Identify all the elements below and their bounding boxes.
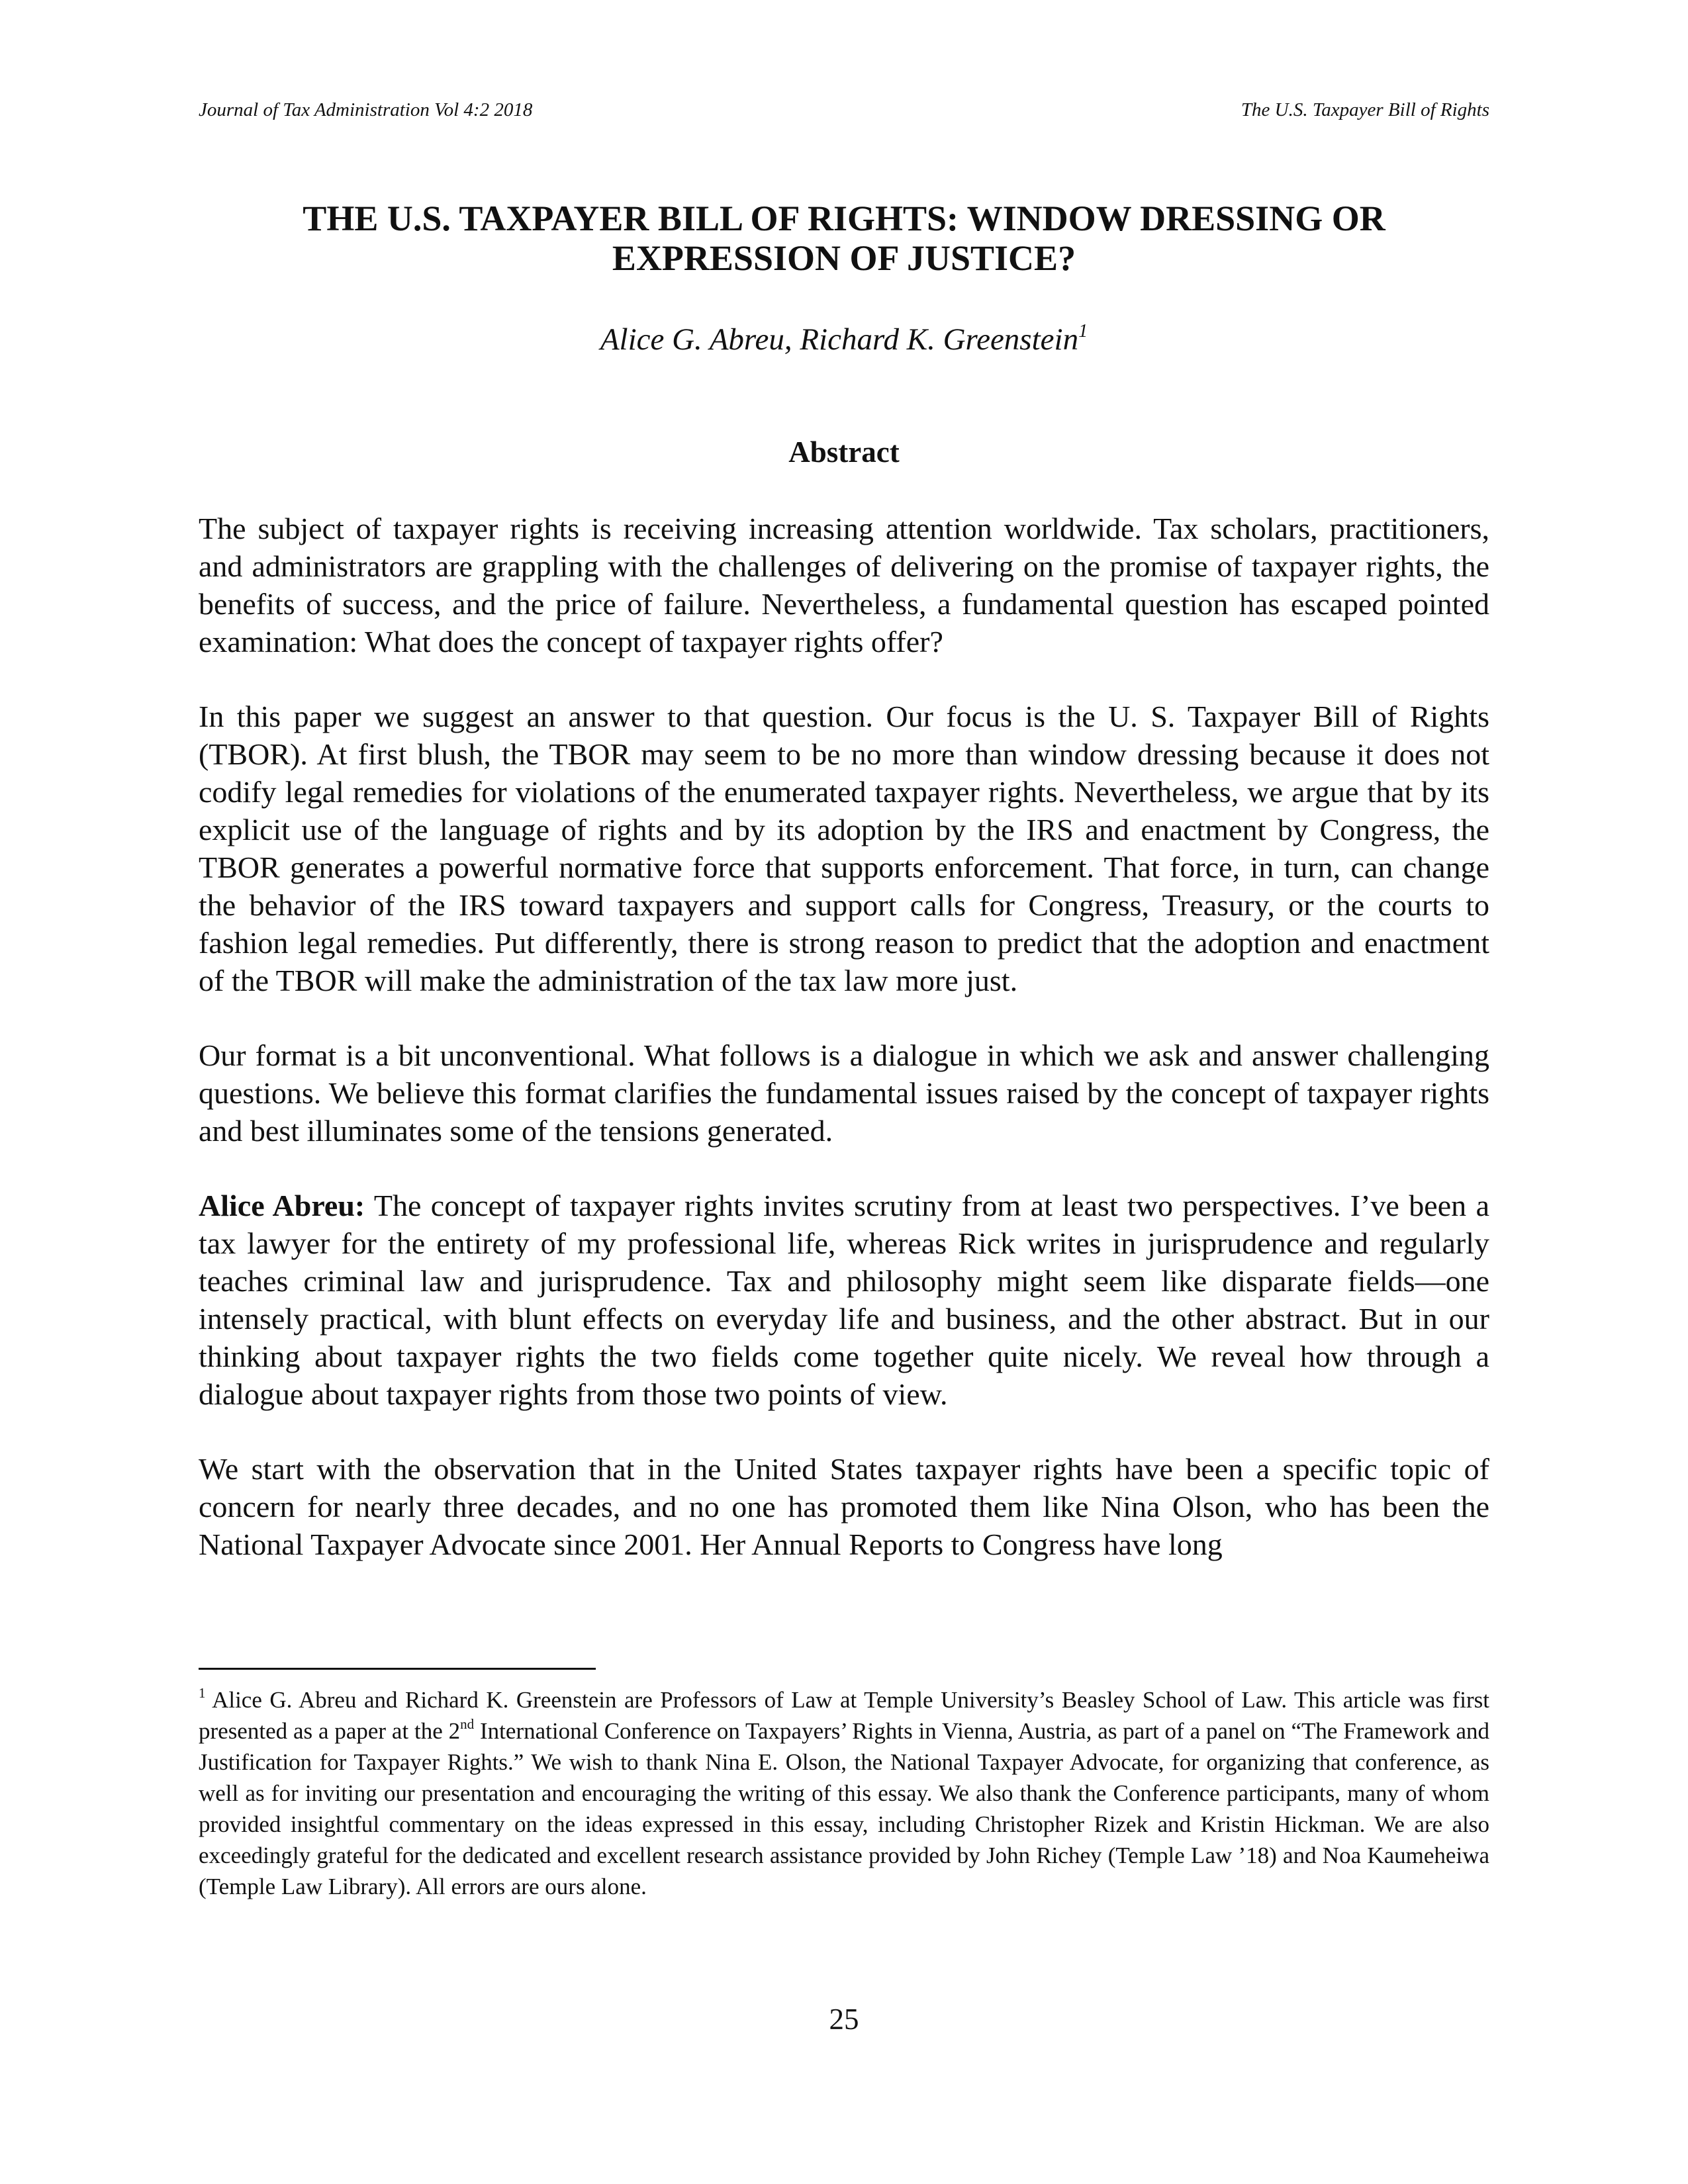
journal-citation: Journal of Tax Administration Vol 4:2 2018 — [199, 99, 533, 120]
abstract-paragraph-3: Our format is a bit unconventional. What follows is a dialogue in which we ask and answer challenging questions. We believe this format clarifies the fundamental issues raised by the concept of taxpayer rights and best illuminates some of the tensions generated. — [199, 1038, 1489, 1148]
dialogue-paragraph-1 — [199, 1187, 1489, 1413]
running-header — [199, 99, 1489, 126]
abstract-paragraph-1: The subject of taxpayer rights is receiving increasing attention worldwide. Tax scholars, practitioners, and administrators are grappling with the challenges of delivering on the promise of taxpayer rights, the benefits of success, and the price of failure. Nevertheless, a fundamental question has escaped pointed examination: What does the concept of taxpayer rights offer? — [199, 512, 1489, 659]
page-number: 25 — [829, 2003, 859, 2036]
footnote-text-b: International Conference on Taxpayers’ Rights in Vienna, Austria, as part of a panel on “The Framework and Justification for Taxpayer Rights.” We wish to thank Nina E. Olson, the National Taxpayer Advocate, for organizing that conference, as well as for inviting our presentation and encouraging the writing of this essay. We also thank the Conference participants, many of whom provided insightful commentary on the ideas expressed in this essay, including Christopher Rizek and Kristin Hickman. We are also exceedingly grateful for the dedicated and excellent research assistance provided by John Richey (Temple Law ’18) and Noa Kaumeheiwa (Temple Law Library). All errors are ours alone. — [199, 1718, 1489, 1899]
running-title: The U.S. Taxpayer Bill of Rights — [1241, 99, 1489, 120]
body-text — [199, 510, 1489, 1563]
article-title-line-1: THE U.S. TAXPAYER BILL OF RIGHTS: WINDOW DRESSING OR — [303, 199, 1385, 238]
author-footnote-marker[interactable]: 1 — [1078, 320, 1088, 341]
footnote-text-a: Alice G. Abreu and Richard K. Greenstein are Professors of Law at Temple University’s Beasley School of Law. This article was first presented as a paper at the 2 — [199, 1687, 1489, 1744]
footnote-separator — [199, 1668, 596, 1670]
abstract-heading: Abstract — [788, 435, 900, 469]
article-title-line-2: EXPRESSION OF JUSTICE? — [612, 238, 1076, 278]
article-title — [199, 199, 1489, 278]
footnote-1 — [199, 1684, 1489, 1902]
dialogue-text-1: The concept of taxpayer rights invites scrutiny from at least two perspectives. I’ve been a tax lawyer for the entirety of my professional life, whereas Rick writes in jurisprudence and regularly teaches criminal law and jurisprudence. Tax and philosophy might seem like disparate fields—one intensely practical, with blunt effects on everyday life and business, and the other abstract. But in our thinking about taxpayer rights the two fields come together quite nicely. We reveal how through a dialogue about taxpayer rights from those two points of view. — [199, 1189, 1489, 1411]
author-line — [199, 321, 1489, 358]
dialogue-paragraph-2: We start with the observation that in the United States taxpayer rights have been a specific topic of concern for nearly three decades, and no one has promoted them like Nina Olson, who has been the National Taxpayer Advocate since 2001. Her Annual Reports to Congress have long — [199, 1452, 1489, 1561]
footnote-marker: 1 — [199, 1685, 206, 1702]
abstract-paragraph-2: In this paper we suggest an answer to that question. Our focus is the U. S. Taxpayer Bill of Rights (TBOR). At first blush, the TBOR may seem to be no more than window dressing because it does not codify legal remedies for violations of the enumerated taxpayer rights. Nevertheless, we argue that by its explicit use of the language of rights and by its adoption by the IRS and enactment by Congress, the TBOR generates a powerful normative force that supports enforcement. That force, in turn, can change the behavior of the IRS toward taxpayers and support calls for Congress, Treasury, or the courts to fashion legal remedies. Put differently, there is strong reason to predict that the adoption and enactment of the TBOR will make the administration of the tax law more just. — [199, 700, 1489, 997]
footnote-ordinal: nd — [460, 1716, 475, 1733]
author-names: Alice G. Abreu, Richard K. Greenstein — [600, 322, 1079, 357]
speaker-label: Alice Abreu: — [199, 1189, 365, 1222]
